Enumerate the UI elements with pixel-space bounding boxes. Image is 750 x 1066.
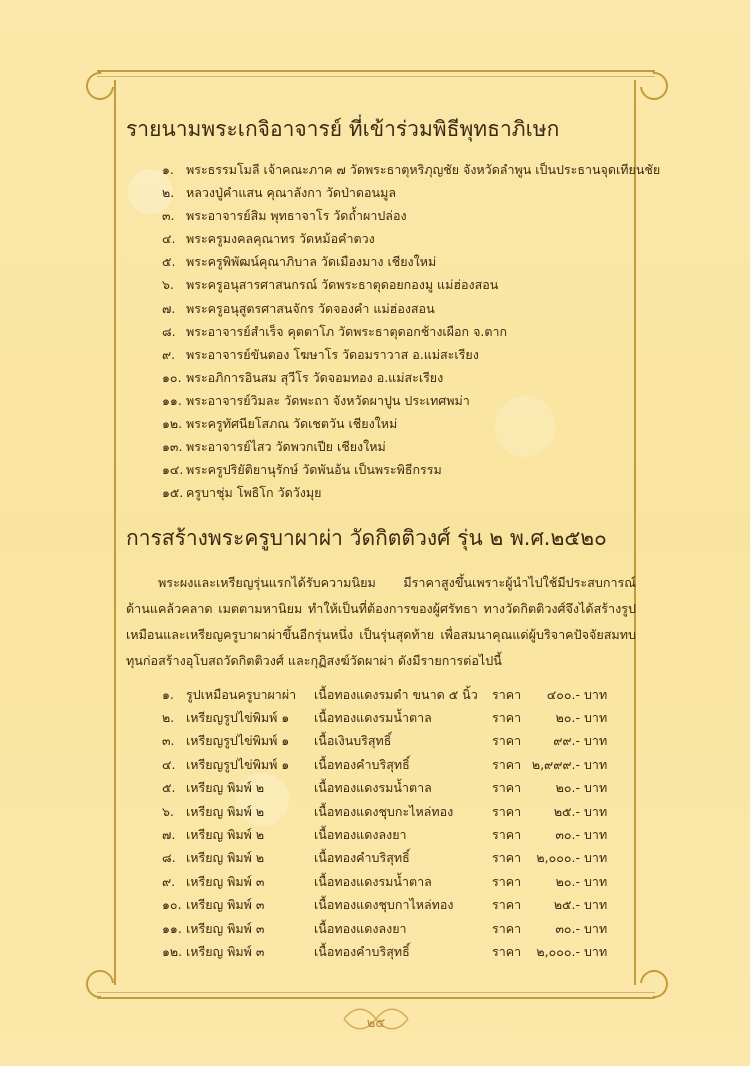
item-material: เนื้อทองแดงลงยา	[314, 920, 407, 936]
list-number: ๑๓.	[162, 439, 183, 455]
item-price: ๒,๙๙๙.-	[531, 756, 580, 772]
list-text: พระอาจารย์สิม พุทธาจาโร วัดถ้ำผาปล่อง	[186, 208, 407, 224]
list-text: พระอาจารย์ขันตอง โฆษาโร วัดอมราวาส อ.แม่สะเรียง	[186, 346, 479, 362]
item-price: ๒๕.-	[553, 897, 580, 913]
list-text: พระอาจารย์สำเร็จ คุตตาโภ วัดพระธาตุดอกช้างเผือก จ.ตาก	[186, 323, 508, 339]
item-material: เนื้อทองแดงรมน้ำตาล	[314, 710, 432, 726]
item-price: ๒๕.-	[553, 803, 580, 819]
item-price: ๔๐๐.-	[546, 686, 580, 702]
item-number: ๖.	[162, 803, 174, 819]
list-text: ครูบาชุ่ม โพธิโก วัดวังมุย	[186, 485, 322, 501]
list-number: ๕.	[162, 254, 176, 270]
list-text: พระครูพิพัฒน์คุณาภิบาล วัดเมืองมาง เชียงใหม่	[186, 254, 437, 270]
item-material: เนื้อทองแดงรมน้ำตาล	[314, 873, 432, 889]
item-material: เนื้อทองแดงชุบกะไหล่ทอง	[314, 803, 454, 819]
list-number: ๖.	[162, 277, 174, 293]
section2-title: การสร้างพระครูบาผาผ่า วัดกิตติวงศ์ รุ่น ๒ พ.ศ.๒๕๒๐	[126, 526, 607, 550]
price-label: ราคา	[492, 686, 522, 702]
item-number: ๑๑.	[162, 920, 182, 936]
currency-label: บาท	[584, 710, 608, 726]
price-label: ราคา	[492, 897, 522, 913]
currency-label: บาท	[584, 733, 608, 749]
item-material: เนื้อเงินบริสุทธิ์	[314, 733, 392, 749]
list-number: ๔.	[162, 231, 176, 247]
price-label: ราคา	[492, 943, 522, 959]
currency-label: บาท	[584, 756, 608, 772]
list-number: ๒.	[162, 185, 175, 201]
monk-list-item	[162, 414, 662, 437]
list-text: พระธรรมโมลี เจ้าคณะภาค ๗ วัดพระธาตุหริภุญชัย จังหวัดลำพูน เป็นประธานจุดเทียนชัย	[186, 162, 661, 177]
monk-list-item	[162, 391, 662, 414]
item-number: ๑๒.	[162, 943, 183, 959]
list-number: ๙.	[162, 346, 176, 362]
item-material: เนื้อทองคำบริสุทธิ์	[314, 943, 410, 959]
list-number: ๑๑.	[162, 392, 182, 408]
list-number: ๓.	[162, 208, 175, 224]
list-text: พระอภิการอินสม สุวีโร วัดจอมทอง อ.แม่สะเรียง	[186, 369, 444, 385]
price-label: ราคา	[492, 710, 522, 726]
item-price: ๙๙.-	[553, 733, 580, 749]
price-label: ราคา	[492, 920, 522, 936]
list-number: ๑๒.	[162, 416, 183, 432]
price-row	[162, 917, 624, 940]
item-name: เหรียญ พิมพ์ ๒	[186, 827, 265, 843]
list-number: ๗.	[162, 300, 176, 316]
item-number: ๓.	[162, 733, 175, 749]
item-price: ๒๐.-	[555, 873, 580, 889]
list-text: พระครูอนุสารศาสนกรณ์ วัดพระธาตุดอยกองมู แม่ฮ่องสอน	[186, 277, 499, 293]
item-material: เนื้อทองแดงรมดำ ขนาด ๕ นิ้ว	[314, 686, 478, 702]
item-name: เหรียญรูปไข่พิมพ์ ๑	[186, 710, 290, 726]
item-number: ๑๐.	[162, 897, 182, 913]
price-row	[162, 800, 624, 823]
list-text: พระอาจารย์ไสว วัดพวกเปีย เชียงใหม่	[186, 439, 386, 455]
item-name: เหรียญ พิมพ์ ๓	[186, 943, 265, 959]
price-row	[162, 706, 624, 729]
currency-label: บาท	[584, 803, 608, 819]
item-number: ๗.	[162, 827, 176, 843]
monk-list-item	[162, 299, 662, 322]
item-material: เนื้อทองคำบริสุทธิ์	[314, 850, 410, 866]
item-material: เนื้อทองแดงชุบกาไหล่ทอง	[314, 897, 454, 913]
currency-label: บาท	[584, 850, 608, 866]
item-price: ๓๐.-	[555, 920, 580, 936]
frame-left-line	[114, 80, 116, 985]
item-number: ๙.	[162, 873, 176, 889]
currency-label: บาท	[584, 920, 608, 936]
item-name: เหรียญ พิมพ์ ๒	[186, 780, 265, 796]
list-text: พระครูอนุสูตรศาสนจักร วัดจองคำ แม่ฮ่องสอน	[186, 300, 435, 316]
list-number: ๑๔.	[162, 462, 184, 478]
price-row	[162, 777, 624, 800]
list-text: พระครูมงคลคุณาทร วัดหม้อคำตวง	[186, 231, 375, 247]
item-price: ๒,๐๐๐.-	[536, 943, 580, 959]
item-name: เหรียญรูปไข่พิมพ์ ๑	[186, 756, 290, 772]
item-material: เนื้อทองแดงรมน้ำตาล	[314, 780, 432, 796]
item-number: ๘.	[162, 850, 176, 866]
price-row	[162, 683, 624, 706]
price-label: ราคา	[492, 850, 522, 866]
monk-list-item	[162, 460, 662, 483]
item-name: เหรียญรูปไข่พิมพ์ ๑	[186, 733, 290, 749]
monk-list-item	[162, 275, 662, 298]
monk-list	[162, 160, 662, 506]
price-label: ราคา	[492, 803, 522, 819]
monk-list-item	[162, 229, 662, 252]
currency-label: บาท	[584, 686, 608, 702]
item-name: เหรียญ พิมพ์ ๓	[186, 920, 265, 936]
price-label: ราคา	[492, 827, 522, 843]
price-label: ราคา	[492, 733, 522, 749]
price-label: ราคา	[492, 780, 522, 796]
currency-label: บาท	[584, 943, 608, 959]
currency-label: บาท	[584, 873, 608, 889]
item-price: ๓๐.-	[555, 827, 580, 843]
monk-list-item	[162, 483, 662, 506]
item-name: รูปเหมือนครูบาผาผ่า	[186, 686, 297, 702]
price-row	[162, 870, 624, 893]
price-row	[162, 753, 624, 776]
price-row	[162, 847, 624, 870]
item-material: เนื้อทองคำบริสุทธิ์	[314, 756, 410, 772]
item-price: ๒๐.-	[555, 710, 580, 726]
currency-label: บาท	[584, 827, 608, 843]
price-label: ราคา	[492, 756, 522, 772]
list-number: ๑๕.	[162, 485, 184, 501]
item-name: เหรียญ พิมพ์ ๒	[186, 803, 265, 819]
item-number: ๑.	[162, 686, 174, 702]
price-row	[162, 940, 624, 963]
price-row	[162, 823, 624, 846]
monk-list-item	[162, 252, 662, 275]
monk-list-item	[162, 160, 662, 183]
monk-list-item	[162, 183, 662, 206]
page-number: ๒๕	[366, 1016, 386, 1031]
item-price: ๒,๐๐๐.-	[536, 850, 580, 866]
intro-paragraph-text: พระผงและเหรียญรุ่นแรกได้รับความนิยม มีราคาสูงขึ้นเพราะผู้นำไปใช้มีประสบการณ์ด้านแคล้วคลาด เมตตามหานิยม ทำให้เป็นที่ต้องการของผู้ศรัทธา ทางวัดกิตติวงศ์จึงได้สร้างรูปเหมือนและเหรียญครูบาผาผ่าขึ้นอีกรุ่นหนึ่ง เป็นรุ่นสุดท้าย เพื่อสมนาคุณแด่ผู้บริจาคปัจจัยสมทบทุนก่อสร้างอุโบสถวัดกิตติวงศ์ และกุฏิสงฆ์วัดผาผ่า ดังมีรายการต่อไปนี้	[126, 575, 636, 668]
currency-label: บาท	[584, 780, 608, 796]
item-number: ๒.	[162, 710, 175, 726]
price-label: ราคา	[492, 873, 522, 889]
monk-list-item	[162, 345, 662, 368]
monk-list-item	[162, 437, 662, 460]
list-text: พระครูปริยัติยานุรักษ์ วัดพันอ้น เป็นพระพิธีกรรม	[186, 462, 442, 478]
item-price: ๒๐.-	[555, 780, 580, 796]
monk-list-item	[162, 322, 662, 345]
monk-list-item	[162, 206, 662, 229]
price-row	[162, 730, 624, 753]
item-name: เหรียญ พิมพ์ ๓	[186, 873, 265, 889]
item-name: เหรียญ พิมพ์ ๒	[186, 850, 265, 866]
item-number: ๕.	[162, 780, 176, 796]
price-row	[162, 894, 624, 917]
item-number: ๔.	[162, 756, 176, 772]
item-name: เหรียญ พิมพ์ ๓	[186, 897, 265, 913]
list-number: ๑.	[162, 162, 174, 177]
intro-paragraph	[126, 570, 636, 674]
monk-list-item	[162, 368, 662, 391]
list-text: พระครูทัศนียโสภณ วัดเชตวัน เชียงใหม่	[186, 416, 398, 432]
list-number: ๘.	[162, 323, 176, 339]
price-table	[162, 683, 624, 964]
list-text: หลวงปู่คำแสน คุณาลังกา วัดป่าดอนมูล	[186, 185, 397, 201]
list-number: ๑๐.	[162, 369, 182, 385]
item-material: เนื้อทองแดงลงยา	[314, 827, 407, 843]
section1-title: รายนามพระเกจิอาจารย์ ที่เข้าร่วมพิธีพุทธาภิเษก	[126, 117, 560, 141]
list-text: พระอาจารย์วิมละ วัดพะถา จังหวัดผาปูน ประเทศพม่า	[186, 392, 470, 408]
currency-label: บาท	[584, 897, 608, 913]
